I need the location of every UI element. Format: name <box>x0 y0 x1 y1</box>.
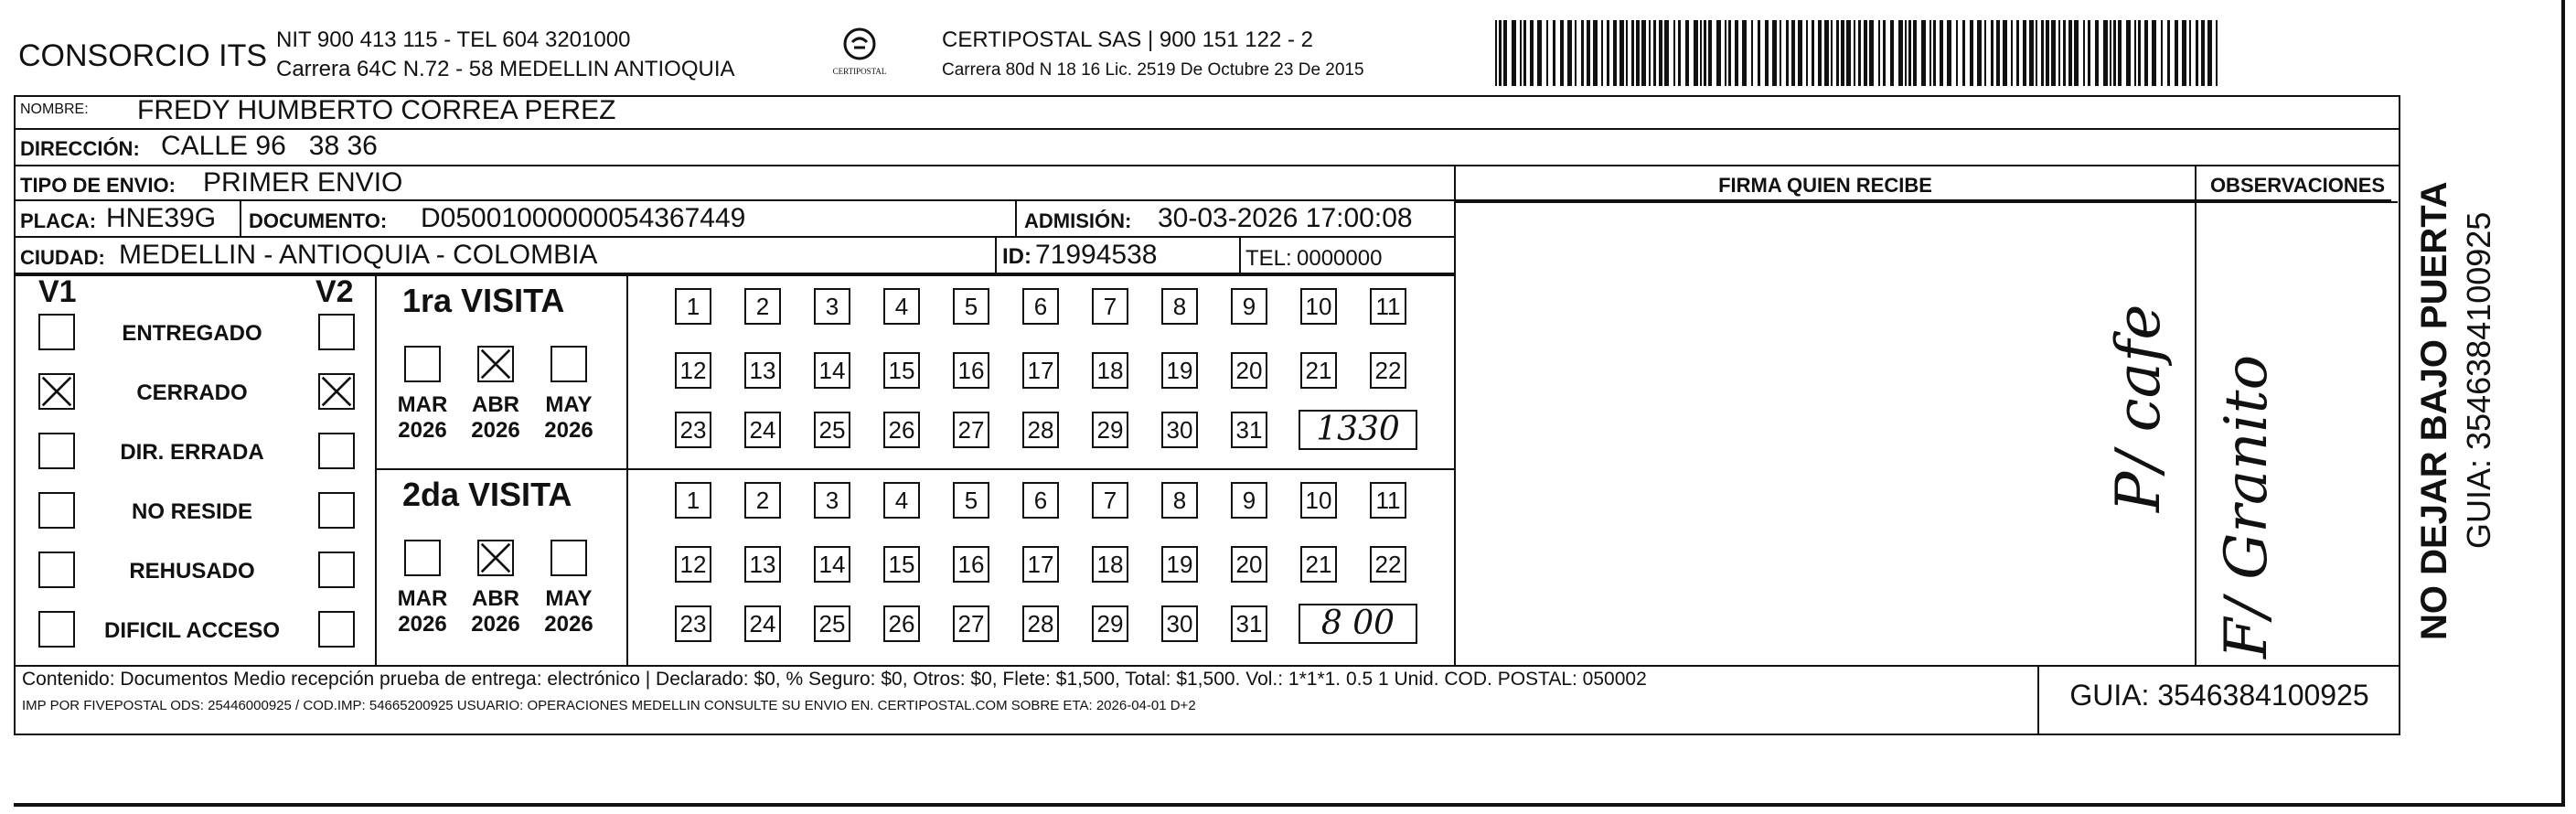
observaciones-label: OBSERVACIONES <box>2209 174 2386 197</box>
month-divider <box>626 274 628 665</box>
barcode-bar <box>1836 20 1839 86</box>
barcode-bar <box>1818 20 1822 86</box>
barcode-bar <box>1659 20 1662 86</box>
barcode-bar <box>2058 20 2060 86</box>
barcode-bar <box>2161 20 2163 86</box>
logo-icon <box>841 26 878 62</box>
barcode-bar <box>1956 20 1958 86</box>
barcode-bar <box>2016 20 2019 86</box>
ciudad-label: CIUDAD: <box>20 246 105 269</box>
ciudad-value: MEDELLIN - ANTIOQUIA - COLOMBIA <box>119 240 598 270</box>
visit-day-box[interactable]: 23 <box>675 605 711 642</box>
footer-line <box>14 665 2400 667</box>
barcode-bar <box>1523 20 1526 86</box>
visit-divider <box>375 468 1454 470</box>
v1-label: V1 <box>38 274 77 309</box>
barcode-bar <box>1587 20 1590 86</box>
tipo-label: TIPO DE ENVIO: <box>20 174 176 197</box>
obs-handwriting-1: P/ cafe <box>2103 304 2174 512</box>
company-address: Carrera 64C N.72 - 58 MEDELLIN ANTIOQUIA <box>276 57 735 81</box>
visit-month-name: MAY <box>545 586 593 611</box>
status-label: DIR. ERRADA <box>120 440 264 465</box>
barcode-bar <box>1613 20 1617 86</box>
visit-day-box[interactable]: 26 <box>883 605 920 642</box>
company-name: CONSORCIO ITS <box>18 38 268 73</box>
visit-month-checkbox[interactable] <box>550 540 587 576</box>
documento-label: DOCUMENTO: <box>249 209 388 232</box>
barcode-bar <box>1898 20 1903 86</box>
barcode-bar <box>1947 20 1951 86</box>
visit-time-handwritten: 1330 <box>1299 410 1417 450</box>
barcode-bar <box>2088 20 2090 86</box>
barcode <box>1495 20 2222 86</box>
firma-divider <box>1454 166 1456 665</box>
barcode-bar <box>1704 20 1706 86</box>
visit-day-box[interactable]: 16 <box>953 352 989 389</box>
status-top-line <box>14 274 1456 276</box>
visit-month-checkbox[interactable] <box>550 346 587 382</box>
visit-day-box[interactable]: 27 <box>953 605 989 642</box>
status-v1-checkbox[interactable] <box>38 314 75 350</box>
admision-value: 30-03-2026 17:00:08 <box>1158 203 1413 233</box>
barcode-bar <box>1678 20 1681 86</box>
barcode-bar <box>1772 20 1777 86</box>
barcode-bar <box>1626 20 1628 86</box>
barcode-bar <box>1653 20 1656 86</box>
visit-day-box[interactable]: 2 <box>744 482 781 519</box>
visit-day-box[interactable]: 12 <box>675 352 711 389</box>
barcode-bar <box>1977 20 1982 86</box>
barcode-bar <box>1575 20 1577 86</box>
visit-day-box[interactable]: 22 <box>1370 352 1406 389</box>
visit-day-box[interactable]: 17 <box>1022 546 1059 583</box>
id-value: 71994538 <box>1035 240 1158 270</box>
barcode-bar <box>2182 20 2186 86</box>
barcode-bar <box>2083 20 2085 86</box>
barcode-bar <box>1933 20 1936 86</box>
barcode-bar <box>1798 20 1802 86</box>
barcode-bar <box>1607 20 1609 86</box>
barcode-bar <box>1641 20 1646 86</box>
visit-day-box[interactable]: 19 <box>1161 352 1198 389</box>
visit-day-box[interactable]: 7 <box>1092 288 1128 325</box>
visit-day-box[interactable]: 24 <box>744 605 781 642</box>
barcode-bar <box>1512 20 1516 86</box>
barcode-bar <box>1685 20 1689 86</box>
nombre-label: NOMBRE: <box>20 102 89 117</box>
visit-day-box[interactable]: 1 <box>675 482 711 519</box>
visit-day-box[interactable]: 30 <box>1161 605 1198 642</box>
status-v1-checkbox[interactable] <box>38 552 75 588</box>
barcode-bar <box>1791 20 1795 86</box>
visit-day-box[interactable]: 12 <box>675 546 711 583</box>
status-label: REHUSADO <box>129 559 255 584</box>
status-v2-checkbox[interactable] <box>318 492 355 529</box>
direccion-label: DIRECCIÓN: <box>20 137 140 160</box>
visit-day-box[interactable]: 10 <box>1300 288 1337 325</box>
barcode-bar <box>1716 20 1721 86</box>
barcode-bar <box>2103 20 2108 86</box>
visit-month-checkbox[interactable] <box>404 346 441 382</box>
barcode-bar <box>1700 20 1702 86</box>
barcode-bar <box>1831 20 1833 86</box>
visit-day-box[interactable]: 20 <box>1231 352 1267 389</box>
visit-day-box[interactable]: 27 <box>953 412 989 448</box>
visit-month-checkbox[interactable] <box>477 540 514 576</box>
barcode-bar <box>2036 20 2037 86</box>
barcode-bar <box>1806 20 1808 86</box>
status-v2-checkbox[interactable] <box>318 611 355 648</box>
x-mark-icon <box>479 348 512 380</box>
side-warning: NO DEJAR BAJO PUERTA <box>2414 181 2454 640</box>
barcode-bar <box>1664 20 1669 86</box>
barcode-bar <box>1560 20 1564 86</box>
barcode-bar <box>1765 20 1769 86</box>
barcode-bar <box>1905 20 1907 86</box>
barcode-bar <box>1546 20 1548 86</box>
barcode-bar <box>1673 20 1675 86</box>
barcode-bar <box>2201 20 2205 86</box>
visit-month-name: ABR <box>472 392 519 417</box>
barcode-bar <box>1929 20 1931 86</box>
visit-day-box[interactable]: 2 <box>744 288 781 325</box>
status-label: DIFICIL ACCESO <box>103 618 280 643</box>
tel-label: TEL: <box>1245 246 1292 271</box>
id-label: ID: <box>1002 244 1031 269</box>
barcode-bar <box>2167 20 2170 86</box>
barcode-bar <box>1890 20 1894 86</box>
visit-day-box[interactable]: 4 <box>883 482 920 519</box>
tel-divider <box>1239 238 1241 274</box>
barcode-bar <box>1636 20 1640 86</box>
barcode-bar <box>1581 20 1584 86</box>
barcode-bar <box>1913 20 1917 86</box>
barcode-bar <box>1921 20 1926 86</box>
barcode-bar <box>1940 20 1943 86</box>
barcode-bar <box>1495 20 1497 86</box>
barcode-bar <box>2175 20 2178 86</box>
visit-day-box[interactable]: 19 <box>1161 546 1198 583</box>
visit-time-handwritten: 8 00 <box>1299 604 1417 644</box>
visit-day-box[interactable]: 28 <box>1022 412 1059 448</box>
visit-day-box[interactable]: 6 <box>1022 482 1059 519</box>
visit-day-box[interactable]: 6 <box>1022 288 1059 325</box>
firma-label: FIRMA QUIEN RECIBE <box>1718 174 1932 197</box>
visit-day-box[interactable]: 8 <box>1161 288 1198 325</box>
barcode-bar <box>1758 20 1760 86</box>
barcode-bar <box>1530 20 1534 86</box>
barcode-bar <box>1812 20 1814 86</box>
barcode-bar <box>2011 20 2013 86</box>
visit-day-box[interactable]: 29 <box>1092 605 1128 642</box>
visit-day-box[interactable]: 15 <box>883 352 920 389</box>
direccion-value: CALLE 96 38 36 <box>161 131 378 161</box>
carrier-line: CERTIPOSTAL SAS | 900 151 122 - 2 <box>942 27 1313 52</box>
barcode-bar <box>1619 20 1624 86</box>
barcode-bar <box>1996 20 2000 86</box>
barcode-bar <box>1858 20 1861 86</box>
barcode-bar <box>2134 20 2136 86</box>
barcode-bar <box>1735 20 1738 86</box>
barcode-bar <box>1991 20 1993 86</box>
barcode-bar <box>1883 20 1886 86</box>
visit-month-name: MAR <box>397 392 448 417</box>
barcode-bar <box>2189 20 2191 86</box>
obs-divider <box>2195 166 2197 665</box>
barcode-bar <box>1708 20 1712 86</box>
barcode-bar <box>2144 20 2148 86</box>
barcode-bar <box>2063 20 2066 86</box>
visit-month-name: MAY <box>545 392 593 417</box>
visit-day-box[interactable]: 14 <box>814 546 850 583</box>
visit-month-year: 2026 <box>471 418 520 443</box>
visit-day-box[interactable]: 21 <box>1300 352 1337 389</box>
visit-month-name: MAR <box>397 586 448 611</box>
visit-day-box[interactable]: 5 <box>953 482 989 519</box>
visit-day-box[interactable]: 18 <box>1092 546 1128 583</box>
visit-day-box[interactable]: 31 <box>1231 412 1267 448</box>
visit-day-box[interactable]: 25 <box>814 412 850 448</box>
barcode-bar <box>2152 20 2156 86</box>
tipo-value: PRIMER ENVIO <box>203 167 403 198</box>
barcode-bar <box>2196 20 2198 86</box>
status-label: ENTREGADO <box>122 321 262 346</box>
visit-month-checkbox[interactable] <box>477 346 514 382</box>
footer-imp: IMP POR FIVEPOSTAL ODS: 25446000925 / COD.IMP: 54665200925 USUARIO: OPERACIONES MEDELLIN CONSULTE SU ENVIO EN. CERTIPOSTAL.COM SOBRE ETA: 2026-04-01 D+2 <box>22 698 1196 713</box>
visit-title: 2da VISITA <box>402 476 572 513</box>
barcode-bar <box>1786 20 1789 86</box>
placa-value: HNE39G <box>106 203 217 233</box>
status-v1-checkbox[interactable] <box>38 611 75 648</box>
barcode-bar <box>1846 20 1851 86</box>
visit-day-box[interactable]: 9 <box>1231 482 1267 519</box>
barcode-bar <box>1499 20 1502 86</box>
barcode-bar <box>1601 20 1603 86</box>
barcode-bar <box>1503 20 1507 86</box>
certipostal-logo <box>818 26 901 80</box>
barcode-bar <box>2126 20 2131 86</box>
visit-day-box[interactable]: 22 <box>1370 546 1406 583</box>
barcode-bar <box>1864 20 1867 86</box>
barcode-bar <box>2041 20 2044 86</box>
barcode-bar <box>1970 20 1973 86</box>
barcode-bar <box>1694 20 1698 86</box>
barcode-bar <box>2029 20 2034 86</box>
placa-divider <box>240 201 241 238</box>
visit-day-box[interactable]: 29 <box>1092 412 1128 448</box>
barcode-bar <box>1631 20 1634 86</box>
firma-header-line <box>1456 201 2398 203</box>
visit-month-name: ABR <box>472 586 519 611</box>
barcode-bar <box>1725 20 1726 86</box>
visit-day-box[interactable]: 13 <box>744 352 781 389</box>
visit-day-box[interactable]: 10 <box>1300 482 1337 519</box>
visit-day-box[interactable]: 9 <box>1231 288 1267 325</box>
footer-guia-divider <box>2037 665 2039 735</box>
visit-day-box[interactable]: 1 <box>675 288 711 325</box>
company-nit: NIT 900 413 115 - TEL 604 3201000 <box>276 27 631 52</box>
barcode-bar <box>1780 20 1781 86</box>
barcode-bar <box>2113 20 2116 86</box>
barcode-bar <box>1841 20 1844 86</box>
placa-label: PLACA: <box>20 209 97 232</box>
barcode-bar <box>2118 20 2122 86</box>
barcode-bar <box>1908 20 1911 86</box>
admision-label: ADMISIÓN: <box>1024 209 1132 232</box>
logo-text: CERTIPOSTAL <box>832 67 887 76</box>
status-v1-checkbox[interactable] <box>38 492 75 529</box>
barcode-bar <box>1878 20 1880 86</box>
documento-value: D05001000000054367449 <box>421 203 746 233</box>
barcode-bar <box>1537 20 1542 86</box>
barcode-bar <box>1742 20 1747 86</box>
footer-contenido: Contenido: Documentos Medio recepción prueba de entrega: electrónico | Declarado: $0, % Seguro: $0, Otros: $0, Flete: $1,500, Total: $1,500. Vol.: 1*1*1. 0.5 1 Unid. COD. POSTAL: 050002 <box>22 669 1647 690</box>
visit-title: 1ra VISITA <box>402 282 565 319</box>
barcode-bar <box>1520 20 1522 86</box>
x-mark-icon <box>479 541 512 574</box>
status-label: NO RESIDE <box>131 499 253 524</box>
barcode-bar <box>1962 20 1965 86</box>
visit-day-box[interactable]: 11 <box>1370 482 1406 519</box>
visit-day-box[interactable]: 28 <box>1022 605 1059 642</box>
barcode-bar <box>2003 20 2007 86</box>
barcode-bar <box>2216 20 2218 86</box>
barcode-bar <box>1751 20 1753 86</box>
barcode-bar <box>1593 20 1598 86</box>
barcode-bar <box>2068 20 2072 86</box>
visit-day-box[interactable]: 4 <box>883 288 920 325</box>
visit-day-box[interactable]: 23 <box>675 412 711 448</box>
barcode-bar <box>2095 20 2099 86</box>
barcode-bar <box>2110 20 2111 86</box>
visit-day-box[interactable]: 25 <box>814 605 850 642</box>
visit-day-box[interactable]: 30 <box>1161 412 1198 448</box>
visit-month-year: 2026 <box>544 418 593 443</box>
barcode-bar <box>2051 20 2056 86</box>
visit-day-box[interactable]: 13 <box>744 546 781 583</box>
admision-divider <box>1015 201 1017 238</box>
visit-day-box[interactable]: 26 <box>883 412 920 448</box>
barcode-bar <box>2074 20 2079 86</box>
x-mark-icon <box>320 375 353 408</box>
nombre-value: FREDY HUMBERTO CORREA PEREZ <box>137 95 616 125</box>
visit-day-box[interactable]: 18 <box>1092 352 1128 389</box>
status-label: CERRADO <box>136 380 248 405</box>
visit-day-box[interactable]: 24 <box>744 412 781 448</box>
status-v1-checkbox[interactable] <box>38 373 75 410</box>
barcode-bar <box>1824 20 1829 86</box>
visit-day-box[interactable]: 8 <box>1161 482 1198 519</box>
visit-month-year: 2026 <box>544 612 593 637</box>
visit-day-box[interactable]: 3 <box>814 482 850 519</box>
status-v2-checkbox[interactable] <box>318 373 355 410</box>
carrier-address: Carrera 80d N 18 16 Lic. 2519 De Octubre 23 De 2015 <box>942 60 1364 80</box>
barcode-bar <box>1553 20 1555 86</box>
barcode-bar <box>1567 20 1572 86</box>
page-right-border <box>2561 0 2565 807</box>
visit-month-checkbox[interactable] <box>404 540 441 576</box>
visit-day-box[interactable]: 17 <box>1022 352 1059 389</box>
status-v2-checkbox[interactable] <box>318 552 355 588</box>
page-bottom-border <box>14 803 2565 807</box>
barcode-bar <box>1984 20 1986 86</box>
visit-day-box[interactable]: 15 <box>883 546 920 583</box>
visit-month-year: 2026 <box>471 612 520 637</box>
barcode-bar <box>1649 20 1651 86</box>
visit-day-box[interactable]: 7 <box>1092 482 1128 519</box>
status-v1-checkbox[interactable] <box>38 433 75 469</box>
barcode-bar <box>1869 20 1874 86</box>
visit-day-box[interactable]: 14 <box>814 352 850 389</box>
footer-guia: GUIA: 3546384100925 <box>2069 679 2369 712</box>
visit-day-box[interactable]: 21 <box>1300 546 1337 583</box>
barcode-bar <box>2207 20 2212 86</box>
barcode-bar <box>2023 20 2026 86</box>
visit-month-year: 2026 <box>398 612 447 637</box>
visit-month-year: 2026 <box>398 418 447 443</box>
x-mark-icon <box>40 375 73 408</box>
barcode-bar <box>2046 20 2049 86</box>
barcode-bar <box>1728 20 1731 86</box>
visit-day-box[interactable]: 20 <box>1231 546 1267 583</box>
visit-day-box[interactable]: 5 <box>953 288 989 325</box>
id-divider <box>995 238 997 274</box>
barcode-bar <box>2138 20 2141 86</box>
visit-day-box[interactable]: 11 <box>1370 288 1406 325</box>
obs-handwriting-2: F/ Granito <box>2213 354 2281 659</box>
visit-day-box[interactable]: 31 <box>1231 605 1267 642</box>
v2-label: V2 <box>315 274 354 309</box>
visit-day-box[interactable]: 3 <box>814 288 850 325</box>
visit-day-box[interactable]: 16 <box>953 546 989 583</box>
side-guia: GUIA: 3546384100925 <box>2460 211 2497 549</box>
status-v2-checkbox[interactable] <box>318 433 355 469</box>
status-v2-checkbox[interactable] <box>318 314 355 350</box>
barcode-bar <box>1854 20 1855 86</box>
tel-value: 0000000 <box>1297 246 1383 271</box>
